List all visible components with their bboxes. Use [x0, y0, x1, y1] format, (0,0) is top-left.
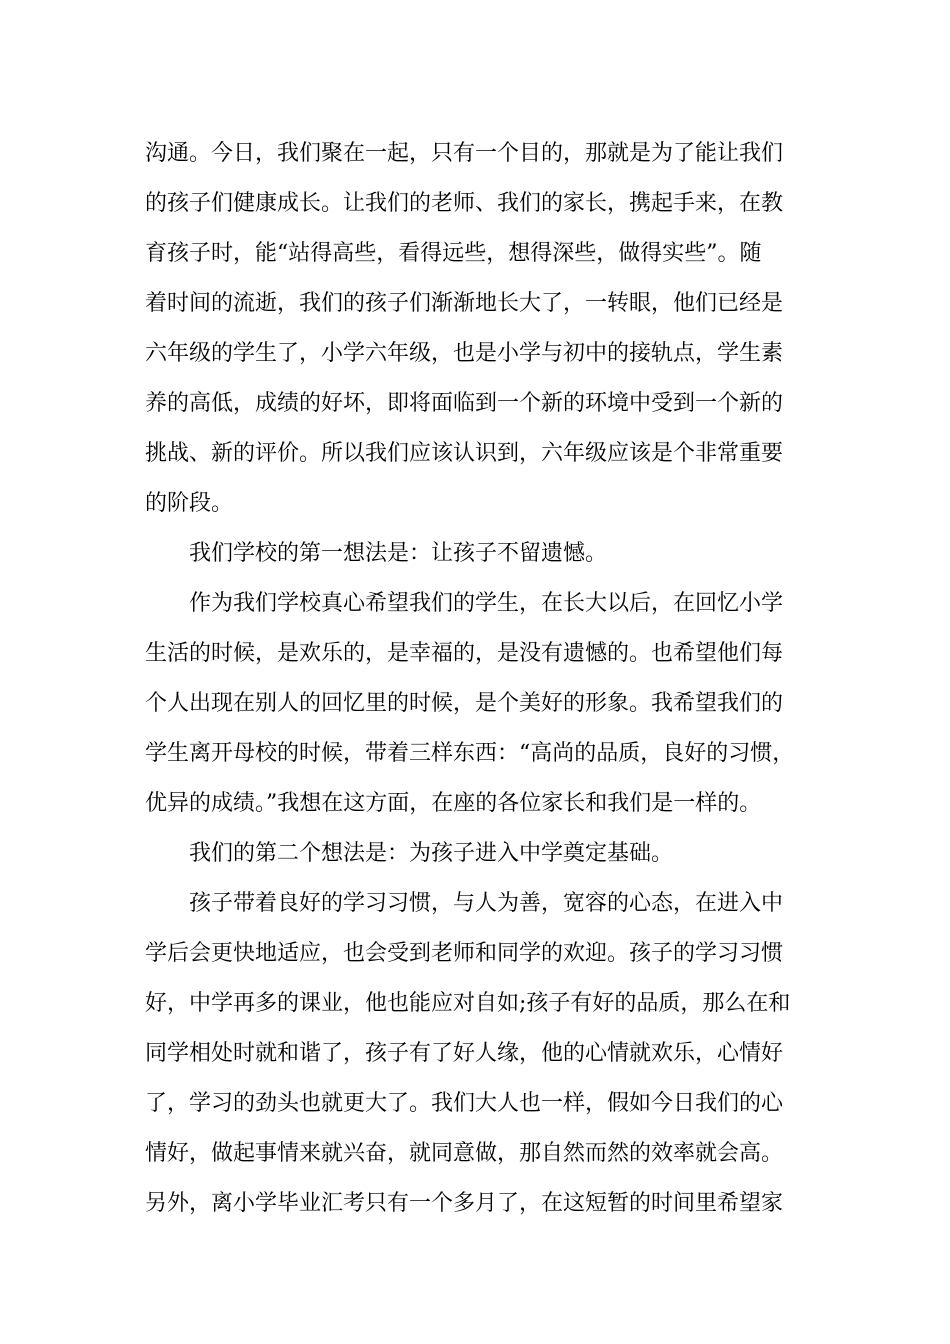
body-text [145, 129, 825, 1229]
text-line: 学生离开母校的时候，带着三样东西：“高尚的品质，良好的习惯， [145, 741, 795, 766]
text-line: 六年级的学生了，小学六年级，也是小学与初中的接轨点，学生素 [145, 341, 784, 366]
text-line: 养的高低，成绩的好坏，即将面临到一个新的环境中受到一个新的 [145, 391, 784, 416]
text-line: 的孩子们健康成长。让我们的老师、我们的家长，携起手来，在教 [145, 191, 784, 216]
text-line: 孩子带着良好的学习习惯，与人为善，宽容的心态，在进入中 [189, 891, 784, 916]
text-line: 优异的成绩。”我想在这方面，在座的各位家长和我们是一样的。 [145, 791, 762, 816]
text-line: 育孩子时，能“站得高些，看得远些，想得深些，做得实些”。随 [145, 241, 762, 266]
text-line: 个人出现在别人的回忆里的时候，是个美好的形象。我希望我们的 [145, 691, 784, 716]
text-line: 同学相处时就和谐了，孩子有了好人缘，他的心情就欢乐，心情好 [145, 1041, 784, 1066]
text-line: 我们的第二个想法是：为孩子进入中学奠定基础。 [189, 841, 674, 866]
text-line: 生活的时候，是欢乐的，是幸福的，是没有遗憾的。也希望他们每 [145, 641, 784, 666]
text-line: 挑战、新的评价。所以我们应该认识到，六年级应该是个非常重要 [145, 441, 784, 466]
text-line: 情好，做起事情来就兴奋，就同意做，那自然而然的效率就会高。 [145, 1141, 784, 1166]
text-line: 作为我们学校真心希望我们的学生，在长大以后，在回忆小学 [189, 591, 784, 616]
text-line: 的阶段。 [145, 491, 234, 516]
text-line: 沟通。今日，我们聚在一起，只有一个目的，那就是为了能让我们 [145, 141, 784, 166]
text-line: 好，中学再多的课业，他也能应对自如;孩子有好的品质，那么在和 [145, 991, 791, 1016]
text-line: 学后会更快地适应，也会受到老师和同学的欢迎。孩子的学习习惯 [145, 941, 784, 966]
text-line: 着时间的流逝，我们的孩子们渐渐地长大了，一转眼，他们已经是 [145, 291, 784, 316]
text-line: 我们学校的第一想法是：让孩子不留遗憾。 [189, 541, 608, 566]
text-line: 另外，离小学毕业汇考只有一个多月了，在这短暂的时间里希望家 [145, 1191, 784, 1216]
text-line: 了，学习的劲头也就更大了。我们大人也一样，假如今日我们的心 [145, 1091, 784, 1116]
